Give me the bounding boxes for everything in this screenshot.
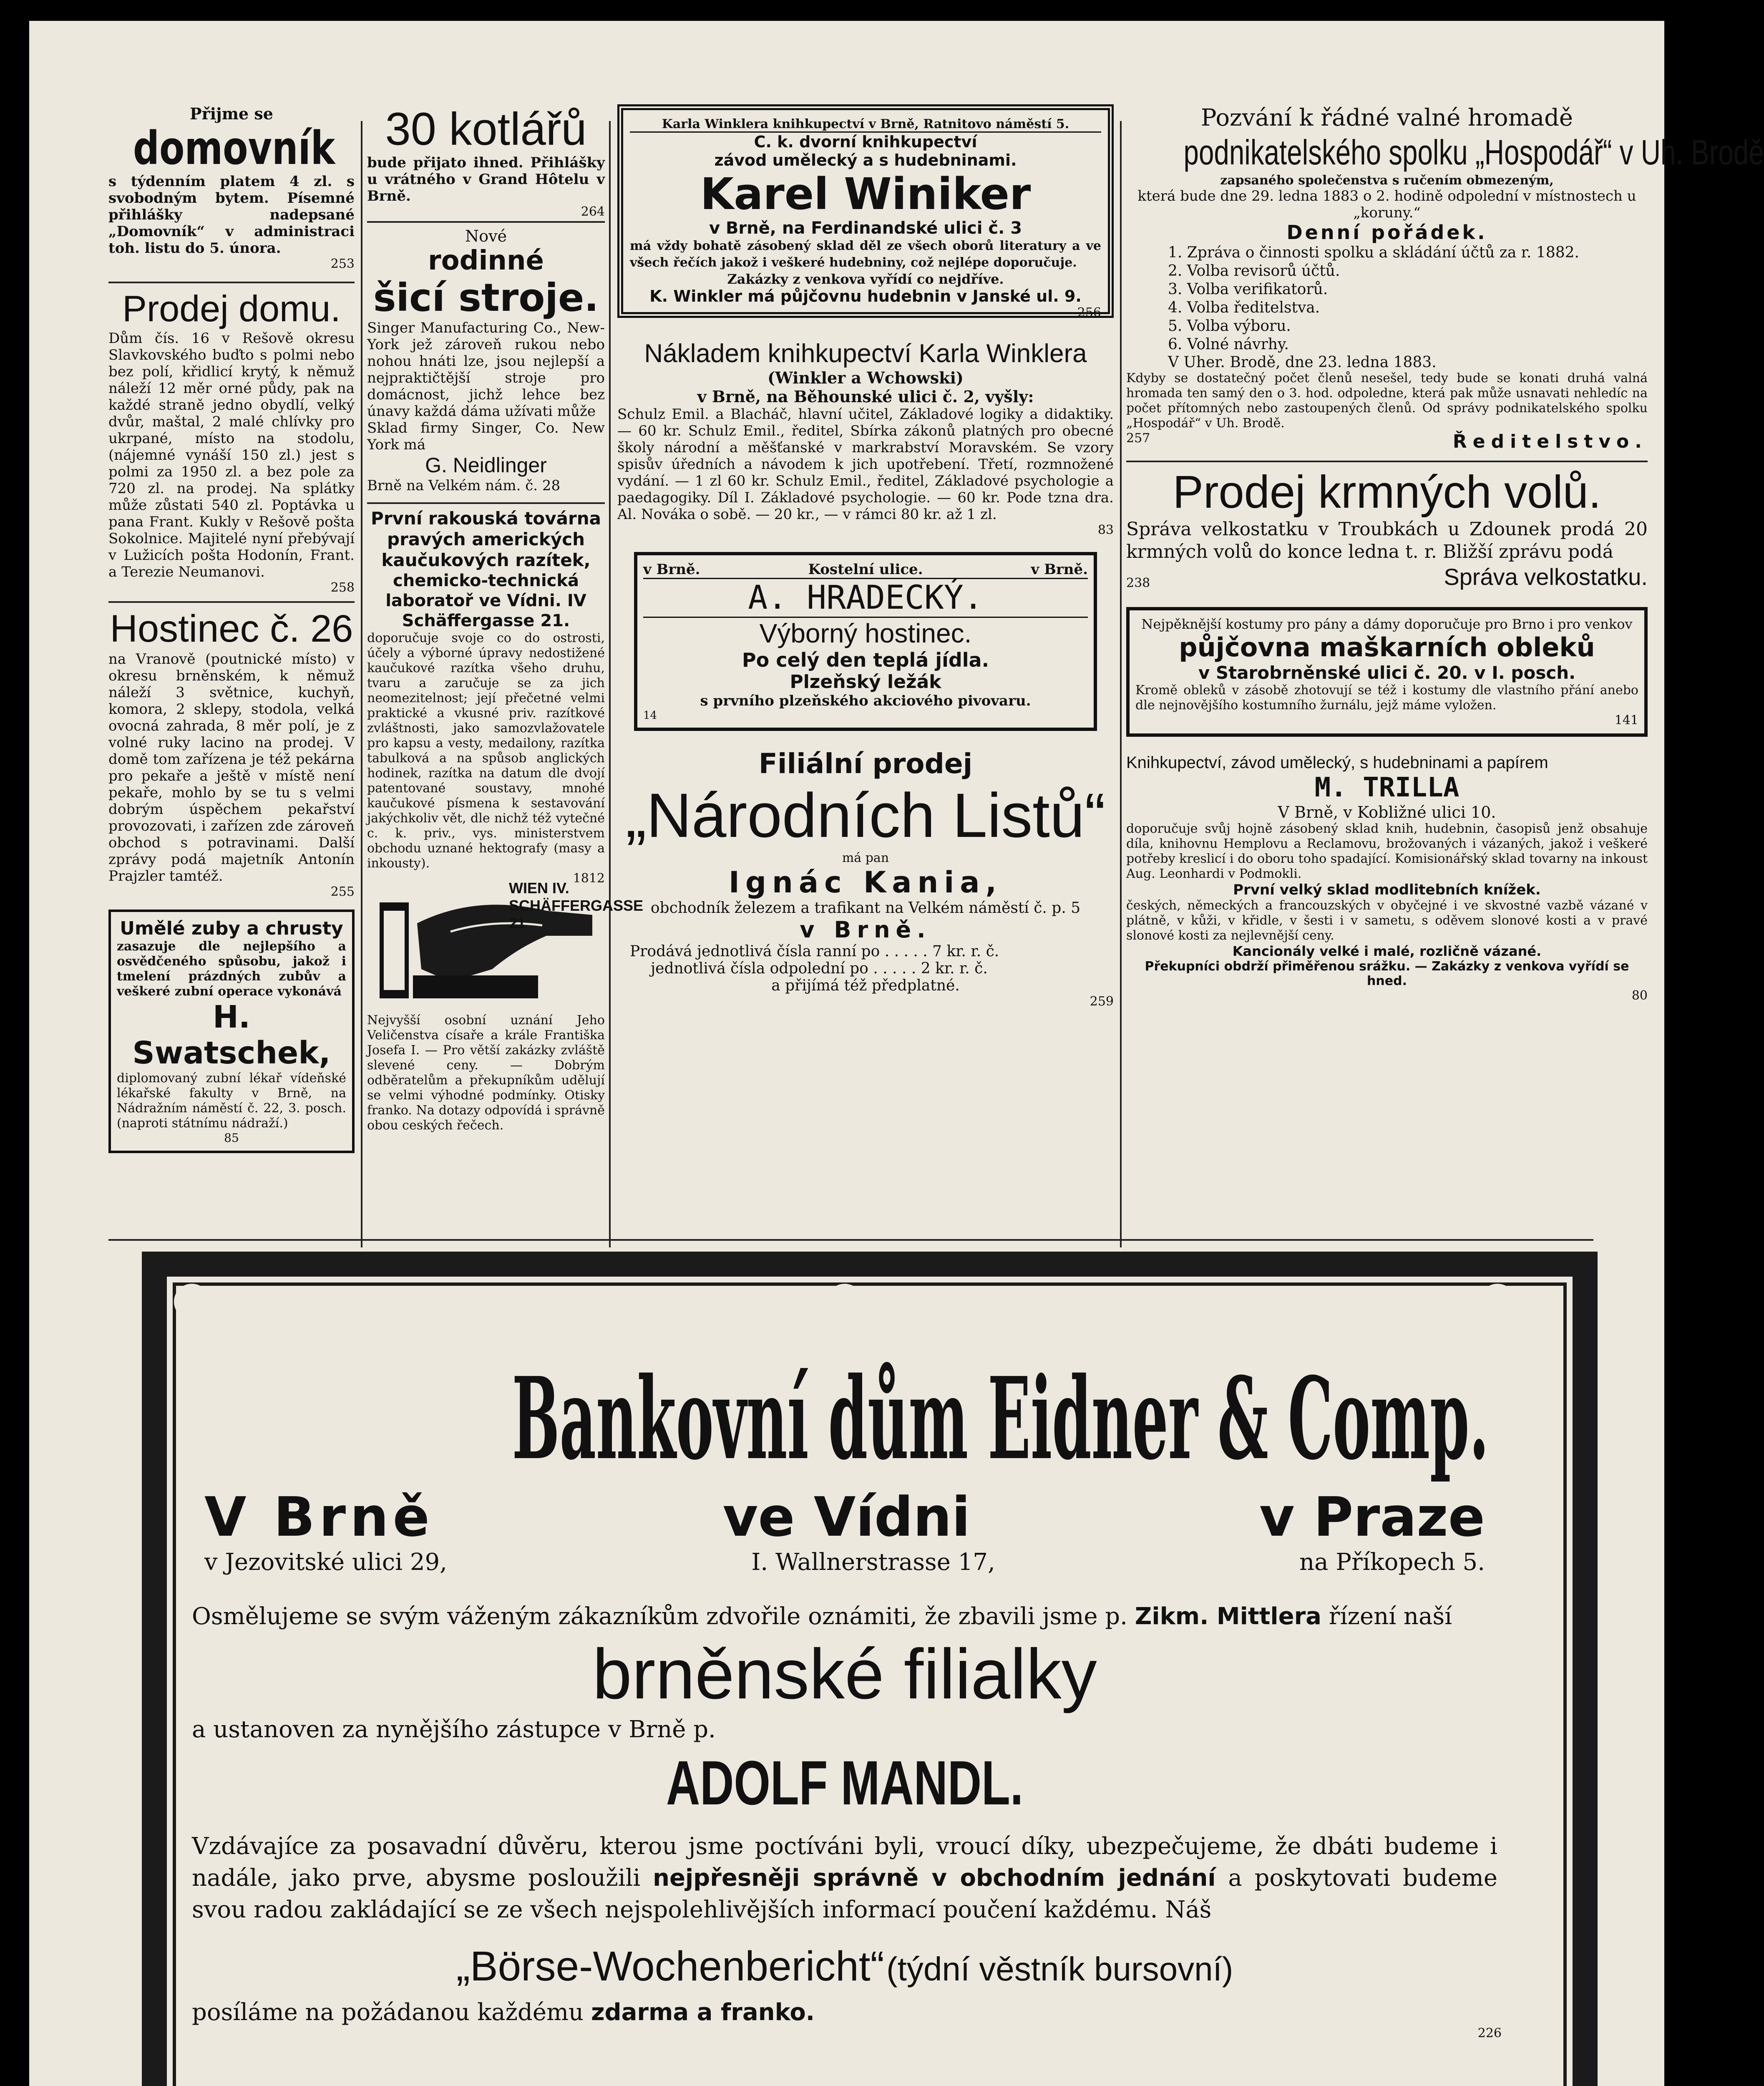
- ad-address: v Brně, na Ferdinandské ulici č. 3: [709, 219, 1022, 238]
- ad-signature: Ředitelstvo.: [1452, 431, 1648, 452]
- ad-title: domovník: [133, 121, 335, 175]
- ad-top-left: v Brně.: [643, 561, 700, 578]
- bank-paragraph-4: [192, 1999, 1497, 2026]
- ad-domovnik: [108, 104, 355, 271]
- agenda-item: 1. Zpráva o činnosti spolku a skládání účtů za r. 1882.: [1168, 244, 1579, 261]
- ad-line: Plzeňský ležák: [790, 671, 941, 693]
- ad-body: Nejvyšší osobní uznání Jeho Veličenstva císaře a krále Františka Josefa I. — Pro větší zakázky zvláště slevené ceny. — Dobrým odběratelům a překupníkům udělují se velmi výhodné podmínky. Otisky franko. Na dotazy odpovídá i správně obou ceských řečech.: [367, 1013, 605, 1133]
- column-rule-3: [1120, 121, 1122, 1247]
- bank-text: a poskytovati budeme svou radou zakládající se ze všech nejspolehlivějších informací poučení každému. Náš: [192, 1864, 1497, 1923]
- ad-number: 264: [581, 204, 605, 219]
- ad-line: C. k. dvorní knihkupectví: [754, 133, 977, 151]
- ad-title: půjčovna maškarních obleků: [1179, 632, 1595, 663]
- column-1: [108, 104, 355, 1153]
- ad-number: 85: [224, 1131, 239, 1145]
- column-4: [1126, 104, 1764, 1003]
- ad-name: Ignác Kania,: [728, 865, 1003, 899]
- ad-pre-label: Filiální prodej: [758, 748, 973, 780]
- city-praha: v Praze: [1259, 1485, 1485, 1549]
- ad-title: Nákladem knihkupectví Karla Winklera: [644, 339, 1087, 368]
- ad-subtitle: chemicko-technická laboratoř ve Vídni. IV Schäffergasse 21.: [385, 571, 586, 630]
- ad-title: podnikatelského spolku „Hospodář“ v Uh. Brodě: [1183, 133, 1764, 172]
- ad-body: diplomovaný zubní lékař vídeňské lékařské fakulty v Brně, na Nádražním náměstí č. 22, 3. posch. (naproti státnímu nádraží.): [117, 1071, 346, 1131]
- ad-pre-label: Pozvání k řádné valné hromadě: [1200, 104, 1573, 131]
- ad-pre-label: Knihkupectví, závod umělecký, s hudebninami a papírem: [1126, 753, 1548, 772]
- ad-subtitle: (Winkler a Wchowski): [768, 368, 964, 387]
- bank-text: Vzdávajíce za posavadní důvěru, kterou jsme poctíváni byli, vroucí díky, ubezpečujeme, že dbáti budeme i nadále, jako prve, abysme posloužili: [192, 1833, 1497, 1892]
- weekly-title: „Börse-Wochenbericht“: [456, 1943, 884, 1990]
- ad-number: 256: [1077, 305, 1101, 320]
- bank-subtitle: brněnské filialky: [592, 1635, 1097, 1714]
- ad-body: českých, německých a francouzských v obyčejné i ve skvostné vazbě vázané v plátně, v kůži, v křidle, v šesti i v sametu, s oděvem slonové kosti a v pravé slonové kosti za nejlevnější ceny.: [1126, 898, 1648, 943]
- ad-title: Prodej domu.: [122, 288, 341, 329]
- column-2: [367, 103, 644, 1133]
- ad-firm: Sklad firmy Singer, Co. New York má: [367, 420, 605, 453]
- ad-title: Prodej krmných volů.: [1173, 466, 1601, 518]
- ad-title: šicí stroje.: [373, 275, 599, 320]
- ad-prodej-domu: [108, 287, 355, 595]
- ad-number: 258: [330, 580, 355, 595]
- ad-body: obchodník železem a trafikant na Velkém náměstí č. p. 5: [650, 899, 1081, 917]
- ad-number: 80: [1631, 988, 1648, 1003]
- ad-line: Kancionály velké i malé, rozličně vázané.: [1232, 943, 1542, 959]
- ad-number: 255: [330, 884, 355, 899]
- agenda-item: 2. Volba revisorů účtů.: [1168, 262, 1340, 280]
- ad-line: Po celý den teplá jídla.: [742, 649, 989, 671]
- ad-body: Kdyby se dostatečný počet členů nesešel, tedy bude se konati druhá valná hromada ten samý den o 3. hod. odpoledne, která pak může usnavati nehledíc na počet přítomných nebo zastoupených členů. Od správy podnikatelského spolku „Hospodář“ v Uh. Brodě.: [1126, 371, 1648, 431]
- ad-body: Dům čís. 16 v Rešově okresu Slavkovského buďto s polmi nebo bez polí, křidlicí krytý, k němuž náleží 12 měr orné půdy, pak na každé straně jedno obydlí, velký dvůr, maštal, 2 malé chlívky pro ukrpané, místo na stodolu, (nájemné vynáší 150 zl.) jest s polmi za 1950 zl. a bez pole za 720 zl. na prodej. Na splátky může zůstati 540 zl. Poptávka u pana Frant. Kukly v Rešově pošta Sokolnice. Majitelé nyní přebývají v Lužicích pošta Hodonín, Frant. a Terezie Neumanovi.: [108, 330, 355, 580]
- bank-weekly: [179, 1942, 1510, 1990]
- ad-sign-row: [1126, 431, 1648, 452]
- ad-city: v Brně.: [800, 917, 931, 943]
- bank-paragraph-3: [192, 1831, 1497, 1926]
- ad-address: v Starobrněnské ulici č. 20. v I. posch.: [1198, 663, 1576, 683]
- ad-body: Kromě obleků v zásobě zhotovují se též i kostumy dle vlastního přání anebo dle nejnovějšího kostumního žurnálu, jejž máme vyložen.: [1135, 683, 1638, 713]
- stamp-illustration: [367, 879, 644, 1005]
- ad-pre-label: má pan: [842, 851, 889, 865]
- ad-trilla: [1126, 753, 1648, 1003]
- ad-name: M. TRILLA: [1314, 772, 1460, 803]
- agenda-item: 4. Volba ředitelstva.: [1168, 299, 1320, 316]
- ad-body: na Vranově (poutnické místo) v okresu brněnském, k němuž náleží 3 světnice, kuchyň, komora, 2 sklepy, stodola, velká ovocná zahrada, 8 měr polí, je z volné ruky lacino na prodej. V domě tom zařízena je též pekárna pro pekaře a ještě v místě není pekaře, mohlo by se tu s velmi dobrým úspěchem pekařství provozovati, i zařízen zde zároveň obchod s potravinami. Další zprávy podá majetník Antonín Prajzler tamtéž.: [108, 651, 355, 884]
- ad-name: A. HRADECKÝ.: [643, 579, 1088, 618]
- column-rule-2: [609, 121, 611, 1247]
- ad-number: 14: [643, 709, 657, 722]
- ad-top-line: Karla Winklera knihkupectví v Brně, Ratnitovo náměstí 5.: [630, 117, 1101, 133]
- bank-paragraph-1: [192, 1601, 1497, 1633]
- bank-representative-name: ADOLF MANDL.: [666, 1748, 1024, 1818]
- ad-number: 83: [1097, 523, 1114, 537]
- ad-title: „Národních Listů“: [625, 780, 1106, 850]
- column-rule-1: [361, 121, 362, 1247]
- bank-cities: [179, 1485, 1510, 1549]
- bank-text-bold: nejpřesněji správně v obchodním jednání: [653, 1864, 1216, 1892]
- bank-text: Osmělujeme se svým váženým zákazníkům zdvořile oznámiti, že zbavili jsme p.: [192, 1603, 1127, 1630]
- ad-number: 226: [1477, 2026, 1502, 2041]
- ad-line: a přijímá též předplatné.: [771, 977, 960, 994]
- separator: [367, 221, 605, 223]
- ad-line: K. Winkler má půjčovnu hudebnin v Janské ul. 9.: [649, 287, 1082, 305]
- ad-line: První velký sklad modlitebních knížek.: [1233, 882, 1541, 898]
- separator: [108, 282, 355, 283]
- ad-address: V Brně, v Kobližné ulici 10.: [1278, 803, 1496, 821]
- section-rule: [108, 1239, 1593, 1241]
- ad-address: v Brně, na Běhounské ulici č. 2, vyšly:: [697, 387, 1034, 406]
- ad-title: Hostinec č. 26: [110, 607, 353, 650]
- ad-top-line: Nejpěknější kostumy pro pány a dámy doporučuje pro Brno i pro venkov: [1141, 616, 1633, 632]
- separator: [1126, 461, 1648, 462]
- ad-pre-label: Nové: [465, 227, 507, 245]
- ad-body: má vždy bohatě zásobený sklad děl ze všech oborů literatury a ve všech řečích jakož i veškeré hudebniny, což nejlépe doporučuje.: [630, 239, 1101, 270]
- ad-line: s prvního plzeňského akciového pivovaru.: [700, 693, 1031, 709]
- agenda-item: 3. Volba verifikatorů.: [1168, 281, 1328, 298]
- bank-text-bold: zdarma a franko.: [591, 1999, 815, 2026]
- bank-text-bold: Zikm. Mittlera: [1135, 1603, 1321, 1630]
- ad-name: Karel Winiker: [700, 169, 1031, 219]
- ad-line: Prodává jednotlivá čísla ranní po . . . . . 7 kr. r. č.: [630, 943, 999, 960]
- newspaper-page: [29, 21, 1764, 2086]
- ad-sici-stroje: [367, 227, 605, 494]
- ad-signature: Správa velkostatku.: [1444, 564, 1648, 590]
- address-praha: na Příkopech 5.: [1299, 1549, 1485, 1576]
- ad-body: Správa velkostatku v Troubkách u Zdounek prodá 20 krmných volů do konce ledna t. r. Bližší zprávu podá: [1126, 519, 1648, 562]
- ad-winkler: [617, 104, 1114, 318]
- ad-line: Výborný hostinec.: [759, 618, 972, 648]
- ad-pre-label: Přijme se: [190, 104, 273, 123]
- ad-swatschek: [108, 909, 355, 1153]
- ad-address: Brně na Velkém nám. č. 28: [367, 477, 561, 494]
- agenda-item: 6. Volné návrhy.: [1168, 336, 1289, 353]
- ad-narodni-listy: [617, 748, 1114, 1009]
- ad-hospodar: [1126, 104, 1764, 452]
- bank-text: řízení naší: [1329, 1603, 1452, 1630]
- agenda-title: Denní pořádek.: [1286, 221, 1487, 244]
- ad-title: První rakouská továrna pravých amerických kaučukových razítek,: [371, 508, 601, 570]
- bank-title: Bankovní dům Eidner & Comp.: [512, 1352, 1489, 1485]
- ad-number: 259: [1090, 994, 1114, 1009]
- column-3: [617, 104, 1114, 1009]
- address-brno: v Jezovitské ulici 29,: [204, 1549, 447, 1576]
- ad-subtitle: zapsaného společenstva s ručením obmezeným,: [1220, 173, 1554, 188]
- ad-name: G. Neidlinger: [425, 453, 547, 477]
- ad-hradecky: [634, 552, 1097, 731]
- bank-text: posíláme na požádanou každému: [192, 1999, 584, 2026]
- ad-name: H. Swatschek,: [132, 999, 331, 1071]
- ad-body: zasazuje dle nejlepšího a osvědčeného spůsobu, jakož i tmelení prázdných zubův a veškeré zubní operace vykonává: [117, 939, 346, 999]
- ad-body: Singer Manufacturing Co., New-York jež zároveň rukou nebo nohou hnáti lze, jsou nejlepší a nejpraktičtější stroje pro domácnost, jichž lehce bez únavy každá dáma užívati může: [367, 320, 605, 420]
- ad-number: 141: [1614, 713, 1638, 728]
- ad-sign-row: [1126, 563, 1648, 590]
- ad-title: 30 kotlářů: [385, 103, 587, 155]
- separator: [108, 601, 355, 603]
- ad-line: Zakázky z venkova vyřídí co nejdříve.: [727, 271, 1004, 287]
- bank-paragraph-2: a ustanoven za nynějšího zástupce v Brně p.: [192, 1716, 716, 1743]
- ad-naklad: [617, 339, 1114, 537]
- ad-number: 238: [1126, 576, 1150, 590]
- weekly-subtitle: (týdní věstník bursovní): [886, 1950, 1233, 1988]
- ad-line: závod umělecký a s hudebninami.: [714, 151, 1017, 169]
- ad-top-middle: Kostelní ulice.: [808, 561, 923, 578]
- address-viden: I. Wallnerstrasse 17,: [751, 1549, 995, 1576]
- ad-body: doporučuje svůj hojně zásobený sklad knih, hudebnin, časopisů jenž obsahuje díla, knihovnu Hemplovu a Reclamovu, brožovaných i vázaných, jakož i veškeré potřeby kreslicí i do oboru toho spadající. Komisionářský sklad tovarny na inkoust Aug. Leonhardi v Podmokli.: [1126, 821, 1648, 881]
- ad-body: doporučuje svoje co do ostrosti, účely a výborné úpravy nedostižené kaučukové razítka všeho druhu, tvaru a zaručuje se za jich neomezitelnost; její přečetné velmi praktické a vkusné priv. razítkové zvláštnosti, jako samozvlažovatele pro kapsu a vesty, medailony, razítka tabulková a na spůsob anglických hodinek, razítka na datum dle dvojí patentované soustavy, mnohé kaučukové písmena k sestavování jakýchkoliv vět, dle nichž též vytečné c. k. priv., vys. ministerstvem obchodu uznané hektografy (masy a inkousty).: [367, 631, 605, 871]
- ad-kotlaru: [367, 103, 605, 219]
- ad-number: 253: [330, 257, 355, 271]
- ad-body: bude přijato ihned. Přihlášky u vrátného v Grand Hôtelu v Brně.: [367, 154, 605, 204]
- bank-advertisement: [179, 1293, 1510, 2086]
- ad-maskarni: [1126, 607, 1648, 737]
- agenda-list: [1126, 244, 1648, 354]
- ad-hostinec: [108, 607, 355, 899]
- ad-line: Překupníci obdrží přiměřenou srážku. — Zakázky z venkova vyřídí se hned.: [1145, 959, 1629, 988]
- ad-place: V Uher. Brodě, dne 23. ledna 1883.: [1168, 354, 1437, 371]
- ad-razitka: [367, 508, 644, 1133]
- ad-date: která bude dne 29. ledna 1883 o 2. hodině odpolední v místnostech u „koruny.“: [1137, 188, 1636, 221]
- stamp-text: WIEN IV. SCHÄFFERGASSE 21: [509, 879, 644, 932]
- ad-body: s týdenním platem 4 zl. s svobodným bytem. Písemné přihlášky nadepsané „Domovník“ v administraci toh. listu do 5. února.: [108, 173, 355, 257]
- ad-number: 257: [1126, 431, 1150, 446]
- bank-addresses: [179, 1549, 1510, 1576]
- city-brno: V Brně: [204, 1485, 434, 1549]
- ad-number: 1812: [573, 871, 605, 886]
- city-viden: ve Vídni: [722, 1485, 971, 1549]
- ad-prodej-volu: [1126, 466, 1648, 590]
- ad-body: Schulz Emil. a Blacháč, hlavní učitel, Základové logiky a didaktiky. — 60 kr. Schulz Emil., ředitel, Sbírka zákonů platných pro obecné školy národní a měšťanské v markrabství Moravském. Se vzory spisův úředních a návodem k jich upotřebení. Třetí, rozmnožené vydání. — 1 zl 60 kr. Schulz Emil., ředitel, Základové psychologie a paedagogiky. Díl I. Základové psychologie. — 60 kr. Pode tzna dra. Al. Nováka o sobě. — 20 kr., — v rámci 80 kr. až 1 zl.: [617, 406, 1114, 523]
- ad-subtitle: rodinné: [428, 245, 544, 276]
- ad-top-right: v Brně.: [1031, 561, 1088, 578]
- separator: [367, 502, 605, 504]
- ad-top-line: [643, 561, 1088, 579]
- agenda-item: 5. Volba výboru.: [1168, 317, 1291, 335]
- ad-title: Umělé zuby a chrusty: [120, 918, 343, 939]
- ad-line: jednotlivá čísla odpolední po . . . . . 2 kr. r. č.: [651, 960, 988, 977]
